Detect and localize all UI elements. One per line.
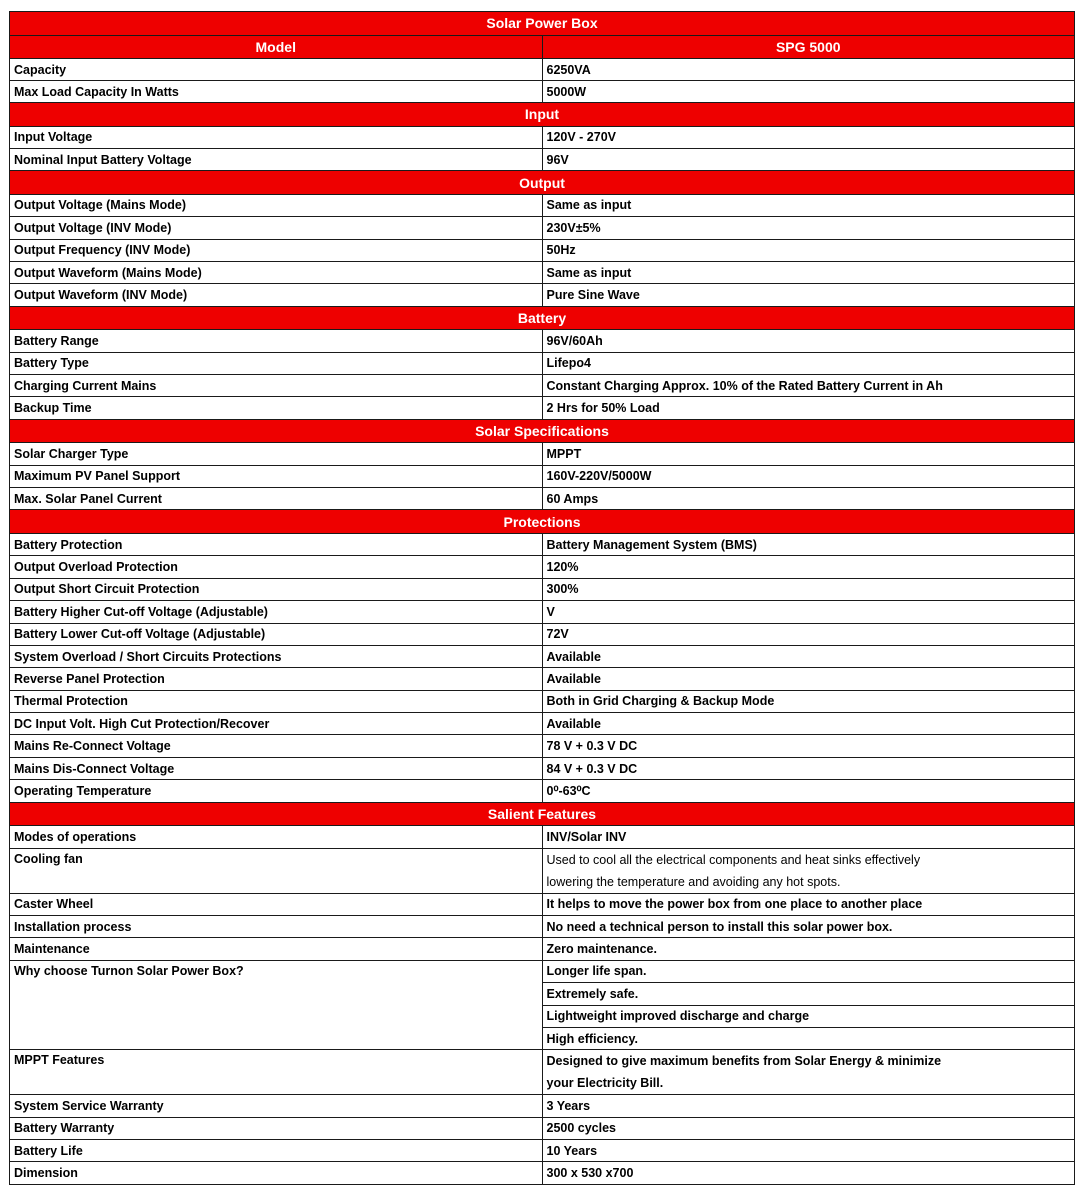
spec-key: Caster Wheel [10,893,543,915]
spec-value: V [542,601,1075,623]
spec-value: Lifepo4 [542,352,1075,374]
spec-key: Mains Dis-Connect Voltage [10,757,543,779]
spec-row [10,217,1075,239]
spec-key: Battery Lower Cut-off Voltage (Adjustable) [10,623,543,645]
spec-key: Output Waveform (INV Mode) [10,284,543,306]
spec-value: 160V-220V/5000W [542,465,1075,487]
spec-value: High efficiency. [542,1027,1075,1049]
model-row [10,35,1075,59]
section-title: Input [10,103,1075,127]
spec-key: Reverse Panel Protection [10,668,543,690]
spec-row [10,375,1075,397]
spec-value: INV/Solar INV [542,826,1075,848]
multiline-value [547,849,1071,893]
spec-row [10,59,1075,81]
spec-row [10,735,1075,757]
spec-key: System Overload / Short Circuits Protections [10,645,543,667]
spec-row [10,330,1075,352]
spec-value: Battery Management System (BMS) [542,533,1075,555]
spec-row [10,668,1075,690]
spec-row [10,261,1075,283]
spec-key: Modes of operations [10,826,543,848]
spec-row [10,757,1075,779]
model-value: SPG 5000 [542,35,1075,59]
table-title: Solar Power Box [10,12,1075,36]
spec-key: Battery Higher Cut-off Voltage (Adjustable) [10,601,543,623]
spec-row [10,1095,1075,1117]
spec-key: DC Input Volt. High Cut Protection/Recover [10,713,543,735]
section-header-solar [10,419,1075,443]
spec-key: Output Short Circuit Protection [10,578,543,600]
spec-row [10,1162,1075,1184]
spec-row [10,893,1075,915]
spec-value: Same as input [542,194,1075,216]
spec-value: 60 Amps [542,488,1075,510]
spec-value: 0⁰-63⁰C [542,780,1075,802]
spec-row [10,601,1075,623]
spec-row [10,645,1075,667]
spec-value: 120% [542,556,1075,578]
spec-key: Output Voltage (INV Mode) [10,217,543,239]
spec-key: Max Load Capacity In Watts [10,81,543,103]
spec-value: 2500 cycles [542,1117,1075,1139]
spec-key: Battery Type [10,352,543,374]
spec-value: 10 Years [542,1140,1075,1162]
value-line: Designed to give maximum benefits from Solar Energy & minimize [546,1054,942,1069]
multiline-value [547,1050,1071,1094]
spec-value: 300 x 530 x700 [542,1162,1075,1184]
spec-row [10,126,1075,148]
spec-key: Battery Warranty [10,1117,543,1139]
spec-value: Longer life span. [542,960,1075,982]
spec-value: 300% [542,578,1075,600]
spec-value: 96V [542,148,1075,170]
value-line: your Electricity Bill. [546,1076,664,1091]
spec-value: 50Hz [542,239,1075,261]
spec-value: Extremely safe. [542,983,1075,1005]
section-title: Battery [10,306,1075,330]
spec-table [9,11,1075,1185]
spec-key: Output Frequency (INV Mode) [10,239,543,261]
spec-key: Battery Protection [10,533,543,555]
spec-value: Both in Grid Charging & Backup Mode [542,690,1075,712]
spec-value: 2 Hrs for 50% Load [542,397,1075,419]
spec-key: Operating Temperature [10,780,543,802]
spec-key: Thermal Protection [10,690,543,712]
spec-row-mppt [10,1050,1075,1095]
section-header-protections [10,510,1075,534]
spec-value: 3 Years [542,1095,1075,1117]
spec-row [10,826,1075,848]
spec-key: Charging Current Mains [10,375,543,397]
spec-row [10,533,1075,555]
spec-key: Nominal Input Battery Voltage [10,148,543,170]
spec-row [10,465,1075,487]
spec-value: Lightweight improved discharge and charge [542,1005,1075,1027]
spec-value: Zero maintenance. [542,938,1075,960]
spec-key: MPPT Features [10,1050,543,1095]
spec-row-why-choose [10,960,1075,982]
spec-row [10,556,1075,578]
section-header-battery [10,306,1075,330]
spec-row [10,938,1075,960]
spec-value: 78 V + 0.3 V DC [542,735,1075,757]
spec-value: Available [542,713,1075,735]
spec-value: Pure Sine Wave [542,284,1075,306]
spec-value [542,848,1075,893]
spec-row [10,148,1075,170]
section-title: Solar Specifications [10,419,1075,443]
table-title-row [10,12,1075,36]
spec-row [10,194,1075,216]
spec-value: Available [542,668,1075,690]
spec-row [10,1140,1075,1162]
spec-value: 120V - 270V [542,126,1075,148]
spec-row [10,284,1075,306]
spec-key: Output Waveform (Mains Mode) [10,261,543,283]
spec-value: 6250VA [542,59,1075,81]
spec-value: 5000W [542,81,1075,103]
spec-key: Dimension [10,1162,543,1184]
spec-value: Same as input [542,261,1075,283]
spec-key: Why choose Turnon Solar Power Box? [10,960,543,1050]
spec-key: Output Voltage (Mains Mode) [10,194,543,216]
spec-row [10,488,1075,510]
spec-key: Cooling fan [10,848,543,893]
spec-row [10,780,1075,802]
spec-value [542,1050,1075,1095]
spec-value: No need a technical person to install this solar power box. [542,915,1075,937]
spec-key: Backup Time [10,397,543,419]
spec-row [10,81,1075,103]
spec-value: Constant Charging Approx. 10% of the Rated Battery Current in Ah [542,375,1075,397]
spec-key: Maximum PV Panel Support [10,465,543,487]
spec-row-cooling-fan [10,848,1075,893]
section-header-salient [10,802,1075,826]
section-header-input [10,103,1075,127]
value-line: Used to cool all the electrical components and heat sinks effectively [546,852,921,867]
spec-key: System Service Warranty [10,1095,543,1117]
spec-row [10,623,1075,645]
spec-row [10,443,1075,465]
spec-value: 72V [542,623,1075,645]
spec-row [10,239,1075,261]
spec-row [10,713,1075,735]
spec-key: Mains Re-Connect Voltage [10,735,543,757]
spec-key: Battery Life [10,1140,543,1162]
spec-row [10,578,1075,600]
spec-key: Max. Solar Panel Current [10,488,543,510]
spec-row [10,397,1075,419]
spec-key: Input Voltage [10,126,543,148]
spec-key: Solar Charger Type [10,443,543,465]
value-line: lowering the temperature and avoiding any hot spots. [546,874,841,889]
spec-key: Maintenance [10,938,543,960]
spec-row [10,915,1075,937]
spec-key: Battery Range [10,330,543,352]
spec-value: 230V±5% [542,217,1075,239]
section-title: Salient Features [10,802,1075,826]
spec-key: Installation process [10,915,543,937]
spec-row [10,352,1075,374]
spec-row [10,690,1075,712]
spec-key: Capacity [10,59,543,81]
spec-value: MPPT [542,443,1075,465]
spec-value: It helps to move the power box from one place to another place [542,893,1075,915]
spec-value: 96V/60Ah [542,330,1075,352]
section-title: Output [10,171,1075,195]
spec-key: Output Overload Protection [10,556,543,578]
spec-value: Available [542,645,1075,667]
spec-row [10,1117,1075,1139]
spec-value: 84 V + 0.3 V DC [542,757,1075,779]
model-label: Model [10,35,543,59]
section-title: Protections [10,510,1075,534]
section-header-output [10,171,1075,195]
